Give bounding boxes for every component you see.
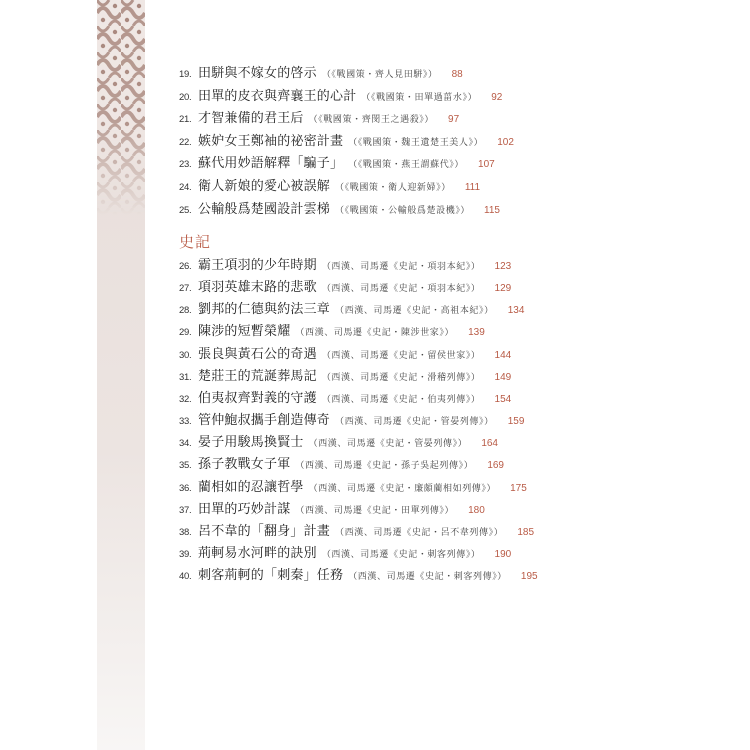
toc-entry-source: （西漢、司馬遷《史記・刺客列傳》）: [321, 549, 481, 560]
toc-entry: [179, 254, 511, 276]
toc-entry-number: 33.: [179, 416, 192, 428]
toc-entry-title: 項羽英雄末路的悲歌: [198, 280, 317, 296]
toc-entry-page: 169: [487, 460, 504, 472]
toc-entry: [179, 365, 511, 387]
toc-entry-page: 195: [520, 571, 538, 583]
toc-entry-title: 田單的皮衣與齊襄王的心計: [198, 88, 357, 104]
toc-entry-number: 20.: [179, 91, 192, 103]
toc-entry-number: 30.: [179, 349, 192, 361]
toc-entry-number: 25.: [179, 204, 192, 216]
toc-entry-source: （西漢、司馬遷《史記・管晏列傳》）: [308, 439, 468, 450]
toc-entry-source: （西漢、司馬遷《史記・伯夷列傳》）: [321, 394, 481, 405]
toc-entry-title: 嫉妒女王鄭袖的祕密計畫: [198, 133, 344, 149]
toc-entry-source: （《戰國策・田單過菑水》）: [361, 92, 478, 103]
toc-entry-number: 24.: [179, 182, 192, 193]
toc-entry-number: 21.: [179, 114, 192, 126]
toc-entry-source: （西漢、司馬遷《史記・項羽本紀》）: [321, 262, 481, 272]
toc-entry: [179, 476, 527, 498]
toc-entry-number: 19.: [179, 69, 192, 80]
toc-entry-number: 31.: [179, 371, 192, 383]
toc-entry-number: 28.: [179, 305, 192, 317]
toc-entry-number: 37.: [179, 504, 192, 516]
toc-entry-page: 129: [494, 283, 512, 295]
toc-entry: [179, 62, 463, 84]
toc-entry: [179, 85, 502, 107]
toc-entry: [179, 409, 524, 431]
toc-entry: [179, 542, 511, 564]
toc-entry-title: 荊軻易水河畔的訣別: [198, 545, 317, 561]
toc-entry-number: 40.: [179, 571, 192, 583]
toc-entry-source: （西漢、司馬遷《史記・孫子吳起列傳》）: [295, 461, 474, 472]
toc-entry-title: 霸王項羽的少年時期: [198, 258, 317, 273]
toc-entry-source: （西漢、司馬遷《史記・管晏列傳》）: [335, 417, 494, 428]
toc-entry-title: 晏子用駿馬換賢士: [198, 435, 304, 451]
toc-entry: [179, 387, 511, 409]
toc-entry-source: （西漢、司馬遷《史記・刺客列傳》）: [348, 572, 507, 583]
toc-entry: [179, 198, 500, 220]
toc-entry-page: 144: [494, 349, 512, 361]
toc-entry-number: 22.: [179, 136, 192, 148]
toc-entry-page: 164: [481, 438, 498, 450]
toc-entry-source: （西漢、司馬遷《史記・高祖本紀》）: [335, 306, 494, 317]
toc-entry-title: 才智兼備的君王后: [198, 111, 304, 127]
toc-entry: [179, 130, 514, 152]
toc-entry-number: 34.: [179, 438, 192, 450]
toc-entry-title: 公輸般爲楚國設計雲梯: [198, 201, 331, 217]
toc-entry-source: （西漢、司馬遷《史記・留侯世家》）: [321, 350, 481, 361]
toc-entry-page: 139: [468, 327, 485, 339]
toc-entry-title: 田駢與不嫁女的啓示: [198, 66, 317, 81]
toc-entry-page: 185: [517, 526, 535, 538]
toc-entry: [179, 520, 534, 542]
toc-entry-source: （《戰國策・衛人迎新婦》）: [335, 183, 451, 193]
toc-entry-source: （《戰國策・燕王謂蘇代》）: [348, 160, 465, 171]
toc-entry-source: （西漢、司馬遷《史記・田單列傳》）: [295, 505, 455, 516]
toc-entry-number: 32.: [179, 393, 192, 405]
toc-entry: [179, 431, 498, 453]
toc-entry-page: 88: [451, 69, 463, 80]
toc-entry-title: 張良與黃石公的奇遇: [198, 346, 317, 362]
toc-entry-title: 陳涉的短暫榮耀: [198, 324, 291, 340]
toc-entry: [179, 298, 524, 320]
toc-entry-page: 92: [491, 91, 503, 103]
toc-entry-source: （西漢、司馬遷《史記・廉頗藺相如列傳》）: [308, 483, 497, 494]
toc-entry-title: 藺相如的忍讓哲學: [198, 479, 304, 495]
toc-entry-number: 23.: [179, 159, 192, 171]
toc-entry-page: 102: [497, 136, 514, 148]
toc-entry: [179, 498, 485, 520]
toc-entry-page: 180: [468, 504, 485, 516]
toc-entry-title: 伯夷叔齊對義的守護: [198, 390, 317, 406]
toc-entry-title: 刺客荊軻的「刺秦」任務: [198, 568, 344, 584]
toc-entry: [179, 175, 480, 197]
toc-entry: [179, 276, 511, 298]
toc-entry-title: 孫子教戰女子軍: [198, 457, 291, 473]
section-heading-shiji: 史記: [179, 233, 212, 251]
toc-entry-page: 107: [478, 159, 495, 171]
toc-entry-page: 134: [507, 305, 525, 317]
toc-entry-page: 149: [494, 371, 512, 383]
toc-entry-number: 29.: [179, 327, 192, 339]
toc-entry-number: 27.: [179, 283, 192, 295]
toc-entry-page: 115: [484, 204, 500, 216]
toc-entry-title: 楚莊王的荒誕葬馬記: [198, 368, 317, 384]
toc-entry-source: （西漢、司馬遷《史記・呂不韋列傳》）: [335, 527, 504, 538]
toc-entry-title: 管仲鮑叔攜手創造傳奇: [198, 413, 331, 429]
toc-entry-page: 159: [507, 416, 525, 428]
toc-entry-page: 190: [494, 548, 512, 560]
toc-entry: [179, 152, 495, 174]
toc-entry-page: 154: [494, 393, 512, 405]
toc-entry-source: （《戰國策・齊人見田駢》）: [321, 70, 438, 80]
toc-entry: [179, 564, 538, 586]
toc-entry-number: 26.: [179, 261, 192, 272]
toc-entry: [179, 107, 459, 129]
toc-entry-title: 田單的巧妙計謀: [198, 501, 291, 517]
toc-entry-source: （《戰國策・公輸般爲楚設機》）: [335, 205, 471, 216]
toc-entry-number: 35.: [179, 460, 192, 472]
toc-entry-title: 衛人新娘的愛心被誤解: [198, 179, 331, 194]
toc-entry-page: 111: [464, 182, 481, 193]
toc-entry: [179, 320, 485, 342]
toc-entry-number: 36.: [179, 482, 192, 494]
toc-entry-source: （西漢、司馬遷《史記・滑稽列傳》）: [321, 372, 481, 383]
toc-entry-title: 劉邦的仁德與約法三章: [198, 302, 331, 318]
toc-entry-page: 123: [494, 261, 512, 272]
toc-entry-page: 97: [448, 114, 460, 126]
toc-entry-source: （《戰國策・齊閔王之遇殺》）: [308, 115, 435, 126]
toc-entry-page: 175: [510, 482, 527, 494]
toc-entry-source: （西漢、司馬遷《史記・項羽本紀》）: [321, 284, 481, 295]
toc-entry-source: （《戰國策・魏王遺楚王美人》）: [348, 137, 484, 148]
toc-entry: [179, 453, 504, 475]
toc-entry-number: 38.: [179, 526, 192, 538]
toc-entry-title: 呂不韋的「翻身」計畫: [198, 523, 331, 539]
toc-entry: [179, 343, 511, 365]
toc-entry-title: 蘇代用妙語解釋「騙子」: [198, 156, 344, 172]
toc-entry-source: （西漢、司馬遷《史記・陳涉世家》）: [295, 328, 455, 339]
toc-entry-number: 39.: [179, 548, 192, 560]
